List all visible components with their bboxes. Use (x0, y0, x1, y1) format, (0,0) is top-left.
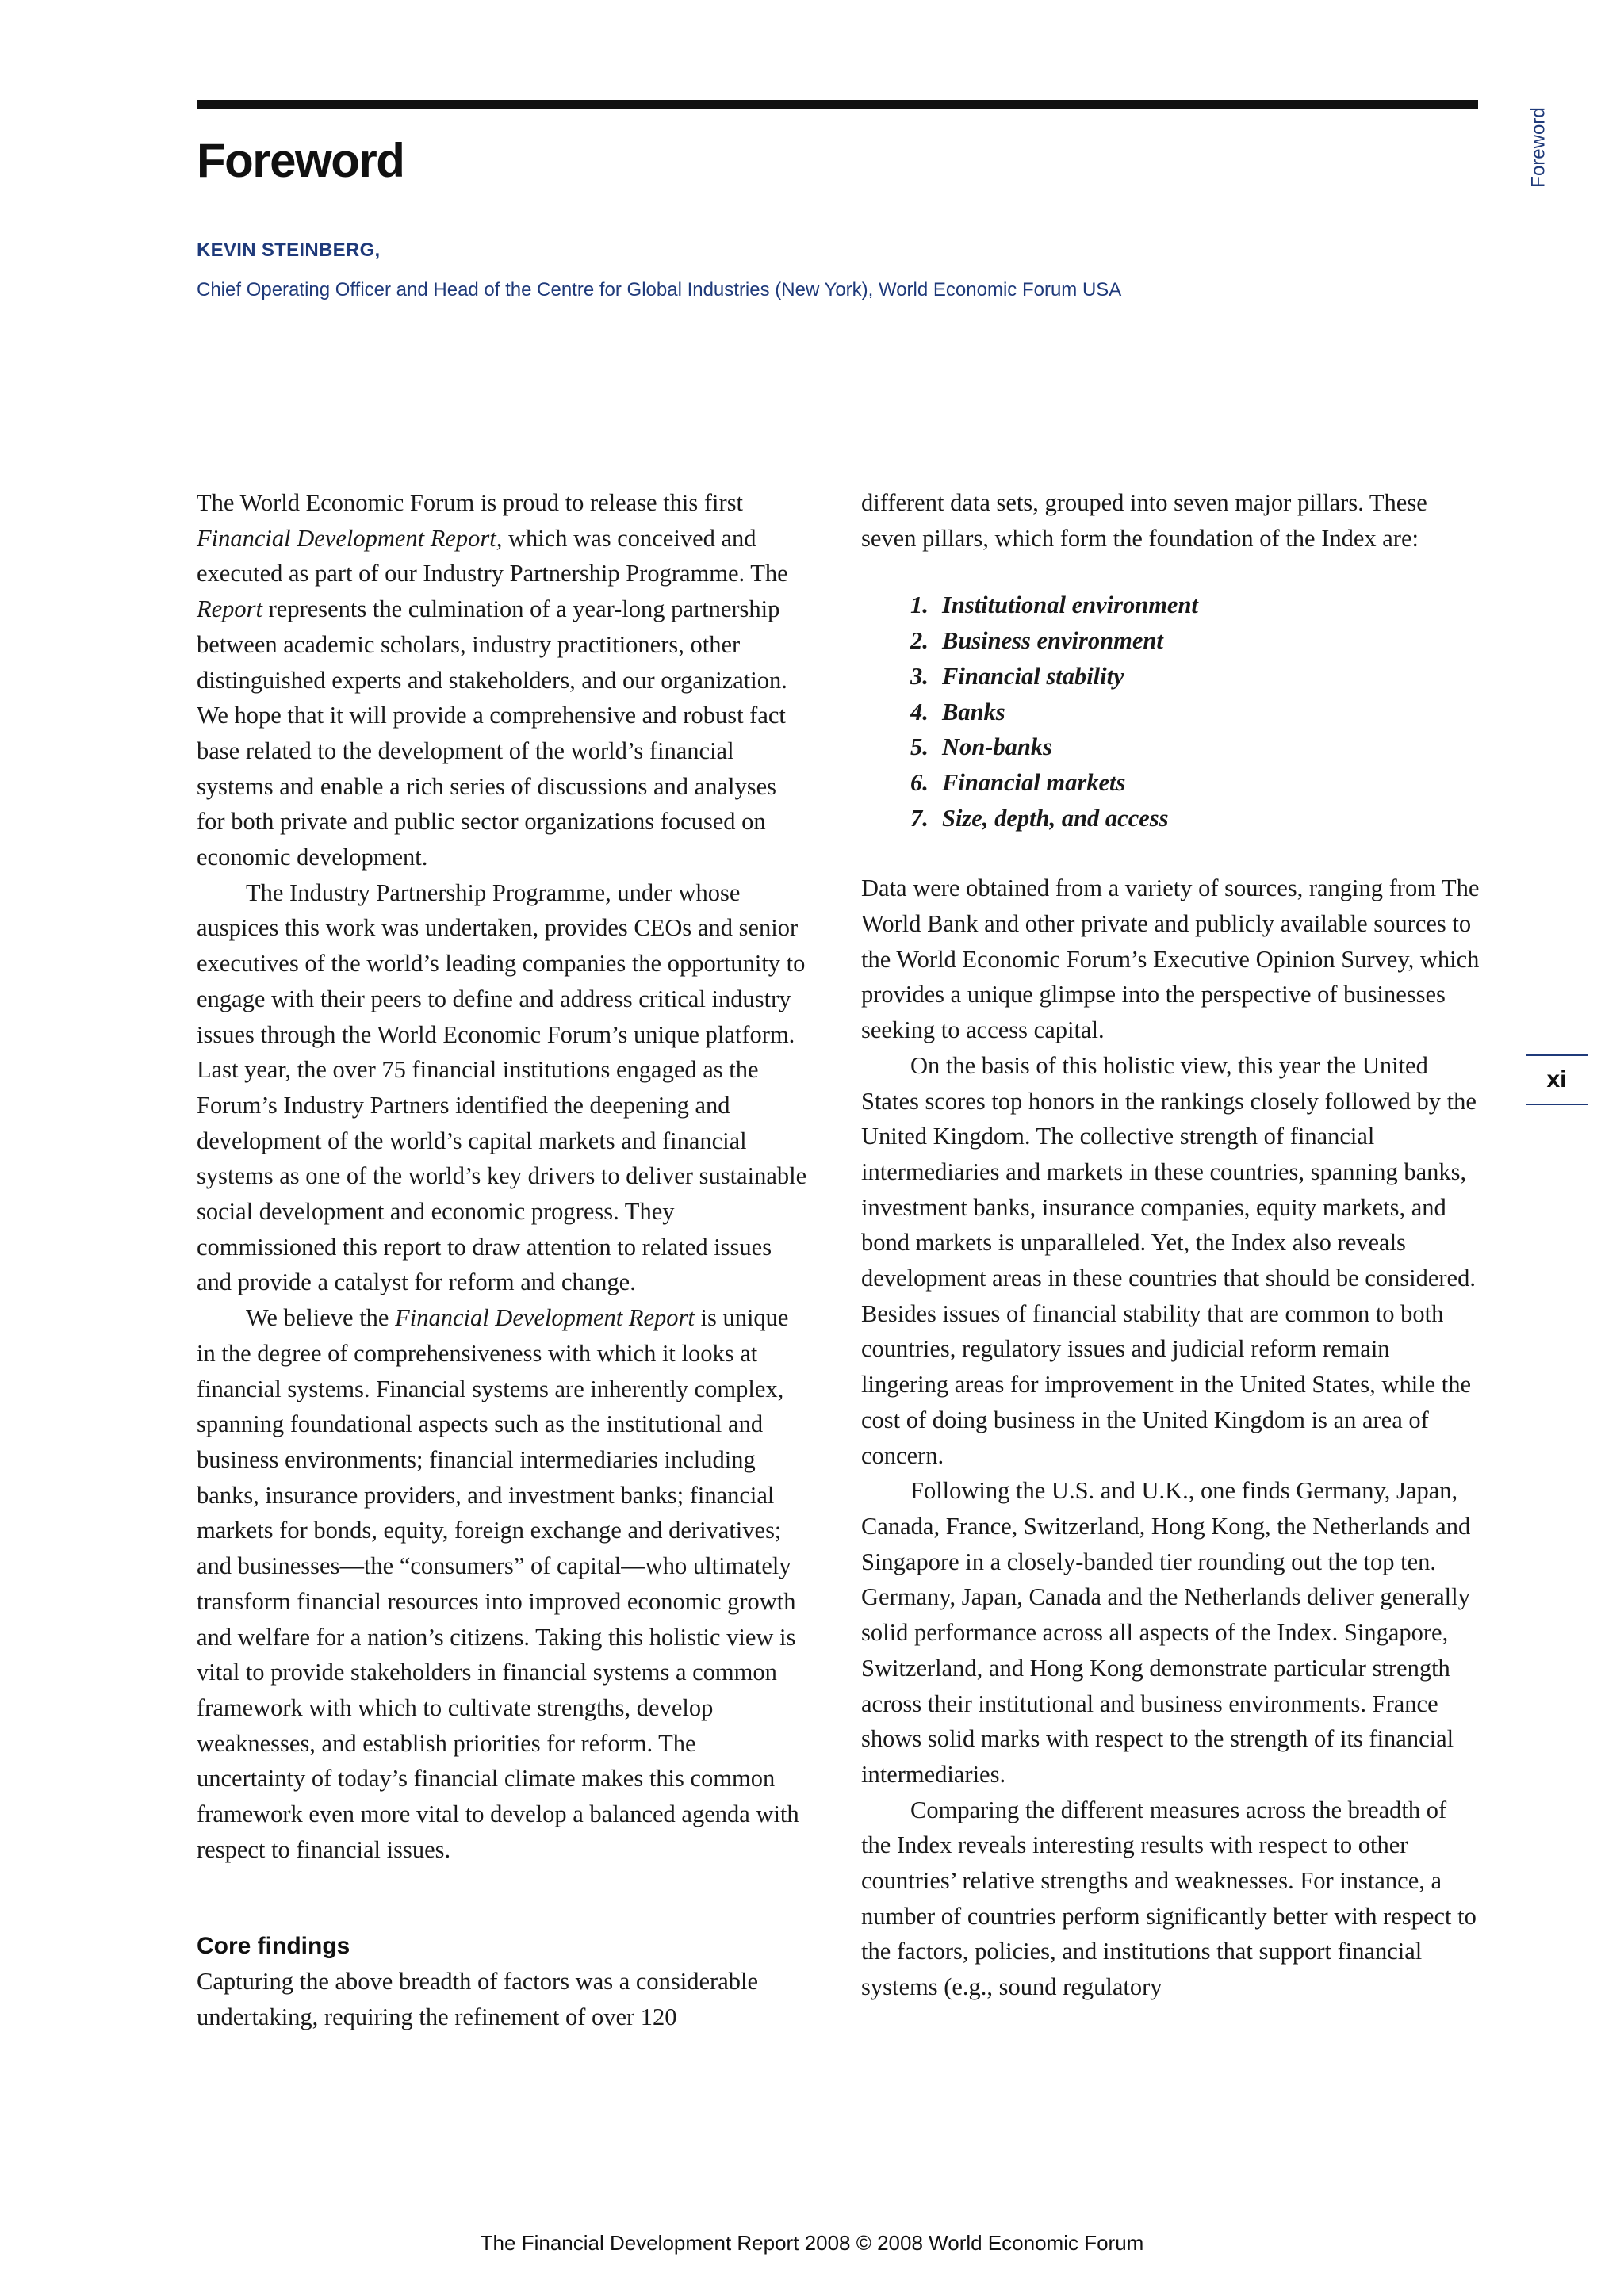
body-column-right (861, 485, 1480, 2005)
body-paragraph-7: Following the U.S. and U.K., one finds Germany, Japan, Canada, France, Switzerland, Hong Kong, the Netherlands and Singapore in a closely-banded tier rounding out the top ten. Germany, Japan, Canada and the Netherlands deliver generally solid performance across all aspects of the Index. Singapore, Switzerland, and Hong Kong demonstrate particular strength across their institutional and business environments. France shows solid marks with respect to the strength of its financial intermediaries. (861, 1477, 1471, 1788)
page-title: Foreword (197, 134, 404, 187)
page-number-marker (1526, 1054, 1588, 1105)
body-paragraph-3: We believe the Financial Development Report is unique in the degree of comprehensiveness with which it looks at financial systems. Financial systems are inherently complex, spanning foundational aspects such as the institutional and business environments; financial intermediaries including banks, insurance providers, and investment banks; financial markets for bonds, equity, foreign exchange and derivatives; and businesses—the “consumers” of capital—who ultimately transform financial resources into improved economic growth and welfare for a nation’s citizens. Taking this holistic view is vital to provide stakeholders in financial systems a common framework with which to cultivate strengths, develop weaknesses, and establish priorities for reform. The uncertainty of today’s financial climate makes this common framework even more vital to develop a balanced agenda with respect to financial issues. (197, 1304, 799, 1863)
body-column-left (197, 485, 810, 2035)
body-paragraph-2: The Industry Partnership Programme, under whose auspices this work was undertaken, provides CEOs and senior executives of the world’s leading companies the opportunity to engage with their peers to define and address critical industry issues through the World Economic Forum’s unique platform. Last year, the over 75 financial institutions engaged as the Forum’s Industry Partners identified the deepening and development of the world’s capital markets and financial systems as one of the world’s key drivers to deliver sustainable social development and economic progress. They commissioned this report to draw attention to related issues and provide a catalyst for reform and change. (197, 878, 807, 1296)
author-role: Chief Operating Officer and Head of the Centre for Global Industries (New York), World Economic Forum USA (197, 279, 1122, 300)
pillar-item: 2. Business environment (910, 627, 1163, 655)
pillar-item: 7. Size, depth, and access (910, 804, 1169, 832)
pillar-item: 6. Financial markets (910, 768, 1126, 796)
page-number: xi (1546, 1066, 1567, 1093)
body-paragraph-8: Comparing the different measures across the breadth of the Index reveals interesting results with respect to other countries’ relative strengths and weaknesses. For instance, a number of countries perform significantly better with respect to the factors, policies, and institutions that support financial systems (e.g., sound regulatory (861, 1796, 1477, 2001)
body-paragraph-4-continued: different data sets, grouped into seven major pillars. These seven pillars, which form the foundation of the Index are: (861, 489, 1427, 552)
pillar-item: 5. Non-banks (910, 733, 1052, 761)
page-footer: The Financial Development Report 2008 © 2008 World Economic Forum (480, 2231, 1144, 2255)
body-paragraph-1: The World Economic Forum is proud to release this first Financial Development Report, which was conceived and executed as part of our Industry Partnership Programme. The Report represents the culmination of a year-long partnership between academic scholars, industry practitioners, other distinguished experts and stakeholders, and our organization. We hope that it will provide a comprehensive and robust fact base related to the development of the world’s financial systems and enable a rich series of discussions and analyses for both private and public sector organizations focused on economic development. (197, 489, 788, 871)
pillar-item: 1. Institutional environment (910, 591, 1198, 619)
pillar-item: 4. Banks (910, 698, 1005, 725)
section-side-tab (1526, 100, 1553, 195)
body-paragraph-6: On the basis of this holistic view, this year the United States scores top honors in the rankings closely followed by the United Kingdom. The collective strength of financial intermediaries and markets in these countries, spanning banks, investment banks, insurance companies, equity markets, and bond markets is unparalleled. Yet, the Index also reveals development areas in these countries that should be considered. Besides issues of financial stability that are common to both countries, regulatory issues and judicial reform remain lingering areas for improvement in the United States, while the cost of doing business in the United Kingdom is an area of concern. (861, 1051, 1477, 1469)
author-name: KEVIN STEINBERG, (197, 239, 381, 261)
report-title-italic: Financial Development Report (395, 1304, 695, 1332)
report-title-italic: Financial Development Report, (197, 524, 503, 552)
pillar-item: 3. Financial stability (910, 662, 1124, 690)
pillars-list (861, 587, 1480, 836)
page-number-rule-bottom (1526, 1104, 1588, 1105)
top-rule (197, 100, 1478, 109)
report-italic: Report (197, 595, 263, 623)
body-paragraph-5: Data were obtained from a variety of sources, ranging from The World Bank and other private and publicly available sources to the World Economic Forum’s Executive Opinion Survey, which provides a unique glimpse into the perspective of businesses seeking to access capital. (861, 874, 1480, 1044)
section-side-tab-label: Foreword (1528, 107, 1549, 188)
core-findings-heading: Core findings (197, 1933, 350, 1960)
body-paragraph-4: Capturing the above breadth of factors was a considerable undertaking, requiring the refinement of over 120 (197, 1968, 759, 2031)
